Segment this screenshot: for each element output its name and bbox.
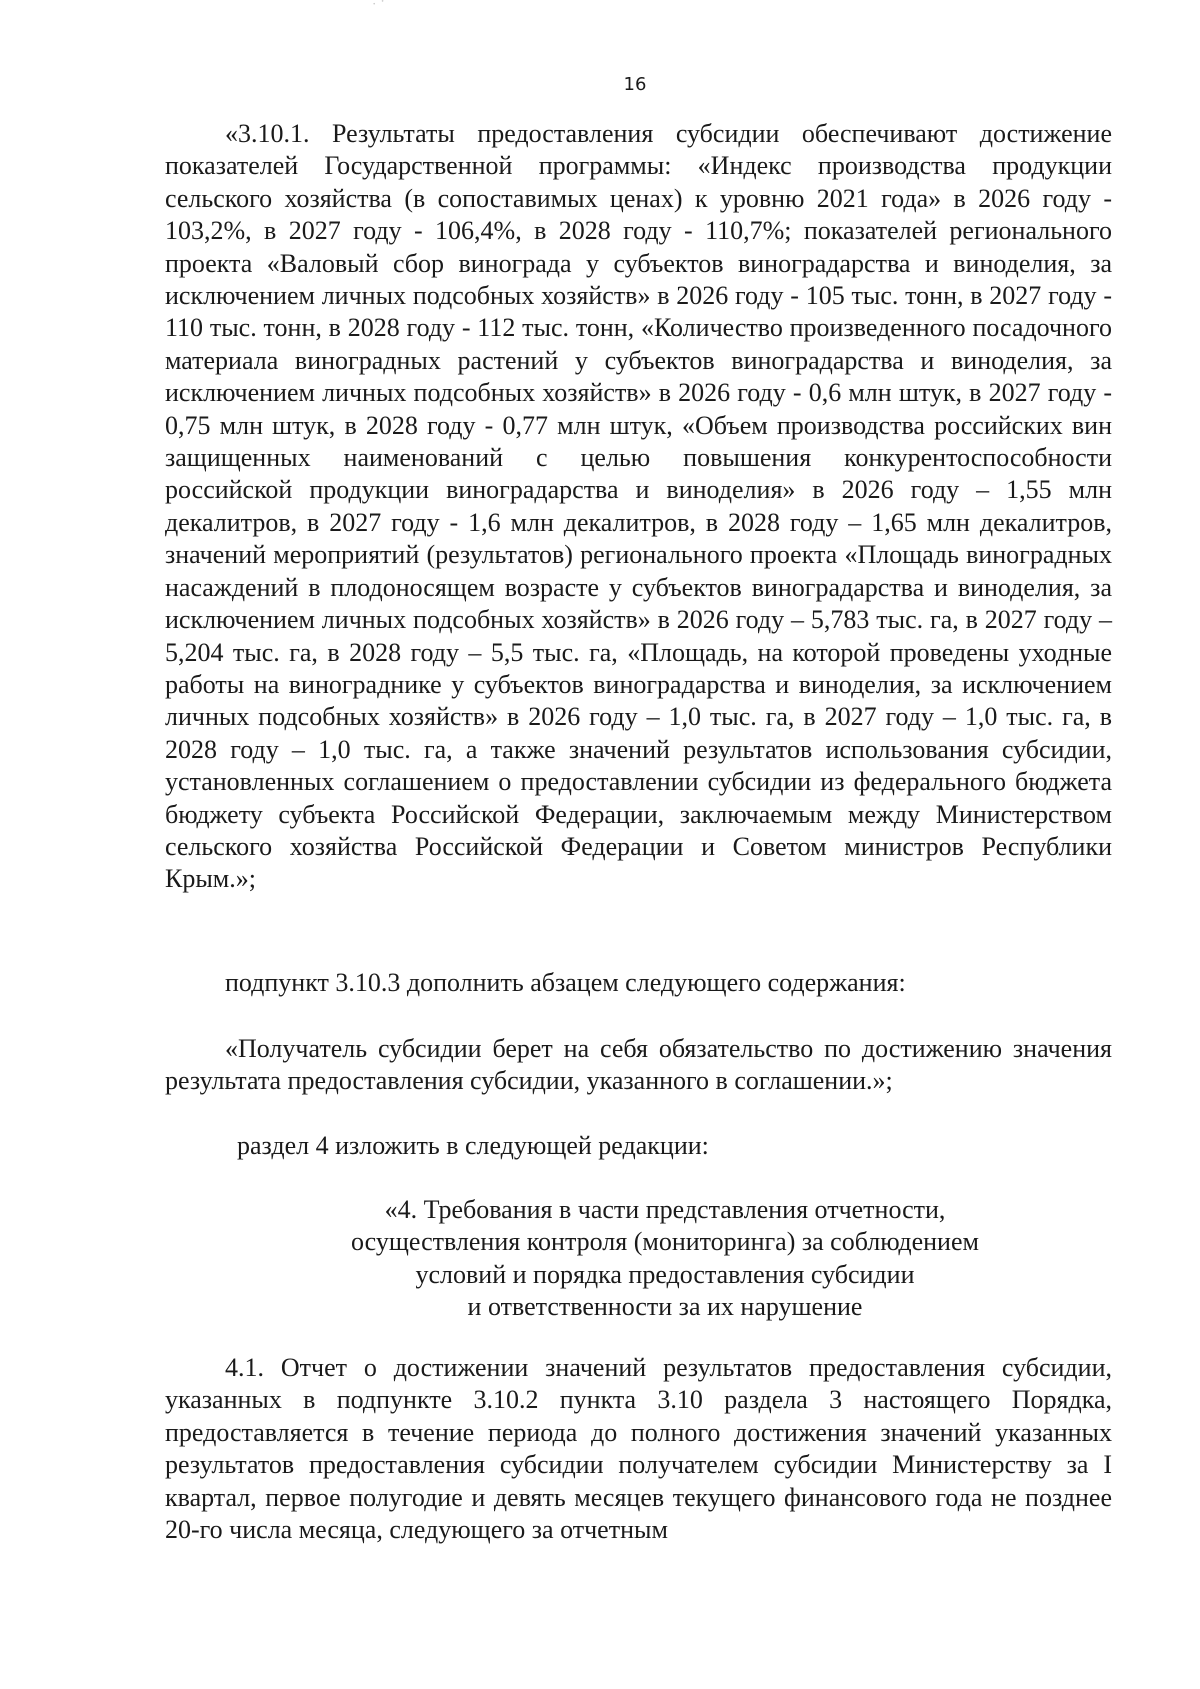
paragraph-4-1: 4.1. Отчет о достижении значений результатов предоставления субсидии, указанных в подпункте 3.10.2 пункта 3.10 раздела 3 настоящего Порядка, предоставляется в течение периода до полного достижения значений указанных результатов предоставления субсидии получателем субсидии Министерству за I квартал, первое полугодие и девять месяцев текущего финансового года не позднее 20-го числа месяца, следующего за отчетным xyxy=(165,1353,1112,1545)
page-number: 16 xyxy=(623,74,647,95)
section-4-heading xyxy=(325,1194,1005,1324)
paragraph-amend-3-10-3: подпункт 3.10.3 дополнить абзацем следующего содержания: xyxy=(225,968,906,997)
section-4-heading-line-4: и ответственности за их нарушение xyxy=(467,1292,863,1322)
paragraph-3-10-1: «3.10.1. Результаты предоставления субсидии обеспечивают достижение показателей Государственной программы: «Индекс производства продукции сельского хозяйства (в сопоставимых ценах) к уровню 2021 года» в 2026 году - 103,2%, в 2027 году - 106,4%, в 2028 году - 110,7%; показателей регионального проекта «Валовый сбор винограда у субъектов виноградарства и виноделия, за исключением личных подсобных хозяйств» в 2026 году - 105 тыс. тонн, в 2027 году - 110 тыс. тонн, в 2028 году - 112 тыс. тонн, «Количество произведенного посадочного материала виноградных растений у субъектов виноградарства и виноделия, за исключением личных подсобных хозяйств» в 2026 году - 0,6 млн штук, в 2027 году - 0,75 млн штук, в 2028 году - 0,77 млн штук, «Объем производства российских вин защищенных наименований с целью повышения конкурентоспособности российской продукции виноградарства и виноделия» в 2026 году – 1,55 млн декалитров, в 2027 году - 1,6 млн декалитров, в 2028 году – 1,65 млн декалитров, значений мероприятий (результатов) регионального проекта «Площадь виноградных насаждений в плодоносящем возрасте у субъектов виноградарства и виноделия, за исключением личных подсобных хозяйств» в 2026 году – 5,783 тыс. га, в 2027 году – 5,204 тыс. га, в 2028 году – 5,5 тыс. га, «Площадь, на которой проведены уходные работы на винограднике у субъектов виноградарства и виноделия, за исключением личных подсобных хозяйств» в 2026 году – 1,0 тыс. га, в 2027 году – 1,0 тыс. га, в 2028 году – 1,0 тыс. га, а также значений результатов использования субсидии, установленных соглашением о предоставлении субсидии из федерального бюджета бюджету субъекта Российской Федерации, заключаемым между Министерством сельского хозяйства Российской Федерации и Советом министров Республики Крым.»; xyxy=(165,119,1112,894)
scan-artifact-icon: ⠂⠁ xyxy=(372,0,389,11)
section-4-heading-line-2: осуществления контроля (мониторинга) за соблюдением xyxy=(351,1227,979,1257)
paragraph-recipient-obligation: «Получатель субсидии берет на себя обязательство по достижению значения результата предоставления субсидии, указанного в соглашении.»; xyxy=(165,1034,1112,1096)
paragraph-section-4-intro: раздел 4 изложить в следующей редакции: xyxy=(237,1131,709,1160)
section-4-heading-line-3: условий и порядка предоставления субсидии xyxy=(415,1259,915,1289)
section-4-heading-line-1: «4. Требования в части представления отчетности, xyxy=(384,1195,946,1224)
